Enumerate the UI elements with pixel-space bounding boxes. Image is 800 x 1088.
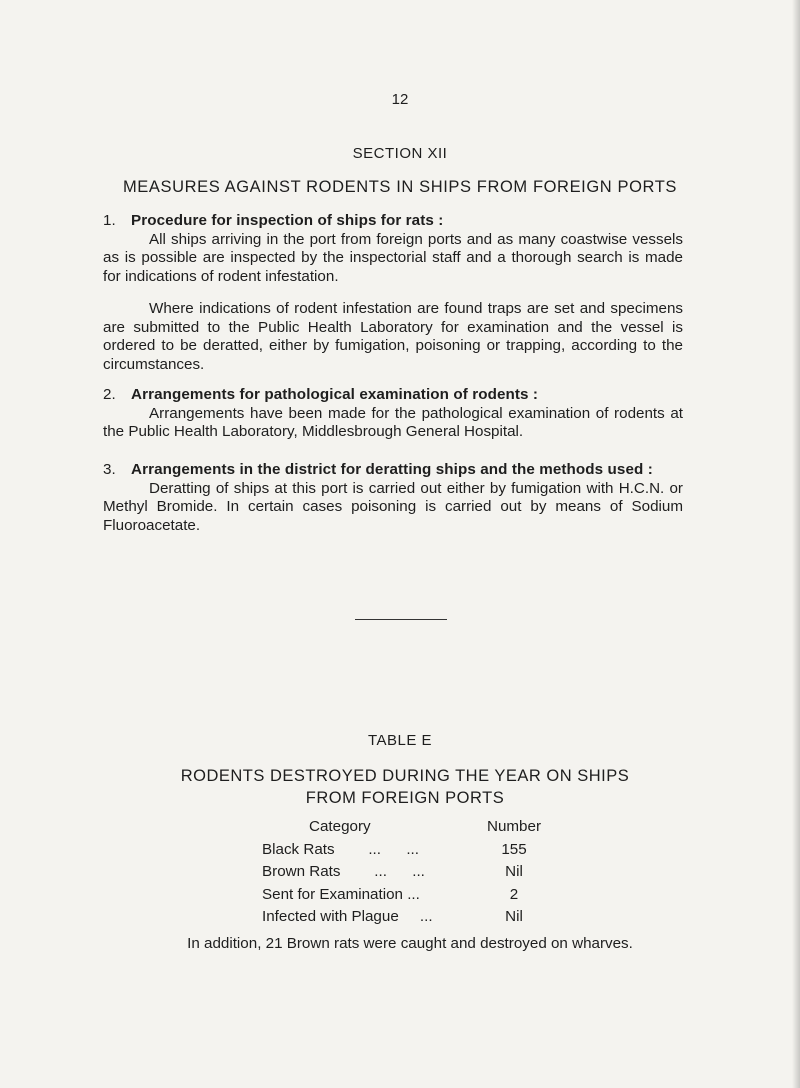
item-1 — [103, 212, 683, 374]
paragraph: Where indications of rodent infestation are found traps are set and specimens are submitted to the Public Health Laboratory for examination and the vessel is ordered to be deratted, either by fumigation, poisoning or trapping, according to the circumstances. — [103, 300, 683, 373]
table-cell-number: Nil — [505, 908, 523, 925]
column-header-number: Number — [486, 818, 542, 835]
item-number: 3. — [103, 461, 116, 478]
table-cell-category: Black Rats ... ... — [262, 840, 419, 858]
item-heading-text: Arrangements for pathological examination of rodents : — [131, 386, 539, 403]
section-title: MEASURES AGAINST RODENTS IN SHIPS FROM FOREIGN PORTS — [122, 178, 678, 196]
page-edge-shadow — [792, 0, 800, 1088]
item-number: 2. — [103, 386, 116, 403]
table-label: TABLE E — [367, 732, 433, 749]
item-3 — [103, 461, 683, 535]
table-cell-number: Nil — [505, 863, 523, 880]
table-cell-category: Infected with Plague ... — [262, 908, 433, 925]
table-row — [262, 886, 562, 909]
item-number: 1. — [103, 212, 116, 229]
table-cell-number: 2 — [509, 885, 519, 903]
table-row — [262, 908, 562, 931]
item-2 — [103, 386, 683, 442]
table-cell-category: Brown Rats ... ... — [262, 863, 425, 880]
paragraph: Arrangements have been made for the pathological examination of rodents at the Public Health Laboratory, Middlesbrough General Hospital. — [103, 404, 683, 440]
table-title: RODENTS DESTROYED DURING THE YEAR ON SHIPS FROM FOREIGN PORTS — [180, 767, 630, 807]
table-footnote: In addition, 21 Brown rats were caught and destroyed on wharves. — [187, 935, 633, 952]
paragraph: Deratting of ships at this port is carried out either by fumigation with H.C.N. or Methyl Bromide. In certain cases poisoning is carried out by means of Sodium Fluoroacetate. — [103, 479, 683, 534]
item-heading — [103, 386, 683, 405]
item-heading — [103, 461, 683, 480]
table-cell-category: Sent for Examination ... — [262, 885, 420, 903]
item-heading-text: Arrangements in the district for deratting ships and the methods used : — [131, 461, 653, 478]
column-header-category: Category — [309, 818, 371, 835]
paragraph: All ships arriving in the port from foreign ports and as many coastwise vessels as is possible are inspected by the inspectorial staff and a thorough search is made for indications of rodent infestation. — [103, 230, 683, 285]
table-row — [262, 841, 562, 864]
divider-rule — [355, 619, 447, 620]
section-label: SECTION XII — [352, 145, 448, 162]
table-row — [262, 863, 562, 886]
table-cell-number: 155 — [501, 840, 527, 858]
item-heading-text: Procedure for inspection of ships for rats : — [131, 212, 444, 229]
table-header-row — [262, 818, 562, 841]
page-number: 12 — [391, 91, 409, 108]
item-heading — [103, 212, 683, 231]
data-table — [262, 818, 562, 931]
